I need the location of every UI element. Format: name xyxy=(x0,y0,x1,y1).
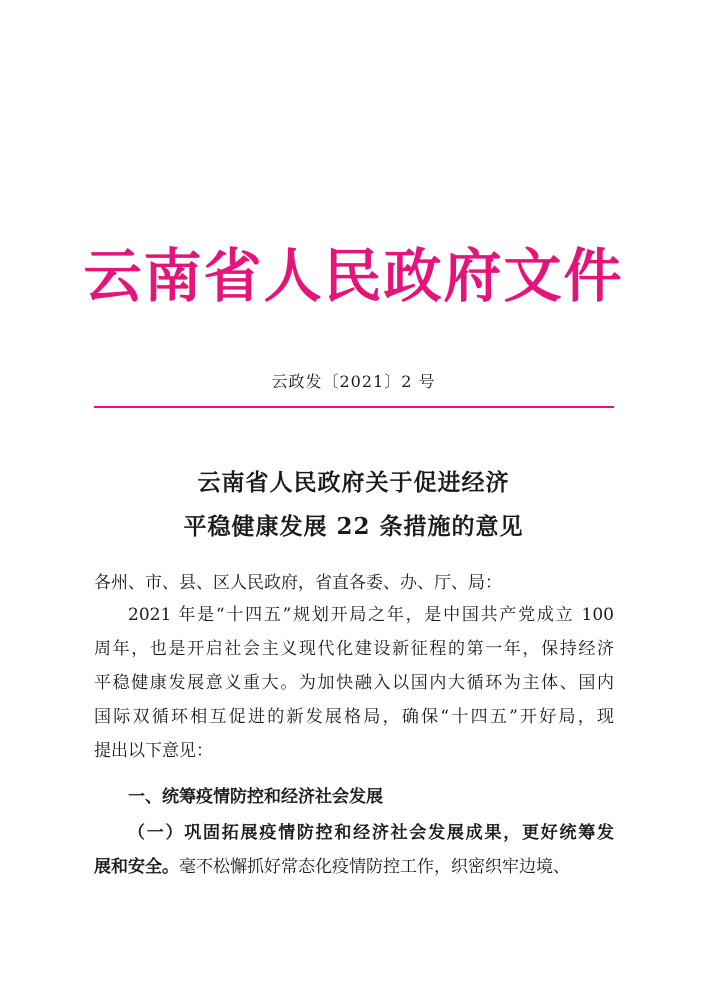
section-1-heading: 一、统筹疫情防控和经济社会发展 xyxy=(128,787,383,807)
intro-line-4: 国际双循环相互促进的新发展格局，确保“十四五”开好局，现 xyxy=(94,707,614,727)
masthead-title: 云南省人民政府文件 xyxy=(83,242,624,310)
item-1-line-2-bold: 展和安全。 xyxy=(94,857,179,877)
document-title-line-1: 云南省人民政府关于促进经济 xyxy=(197,469,510,496)
intro-line-2: 周年，也是开启社会主义现代化建设新征程的第一年，保持经济 xyxy=(94,639,614,659)
salutation: 各州、市、县、区人民政府，省直各委、办、厅、局： xyxy=(94,573,502,593)
item-1-line-2 xyxy=(94,854,614,880)
red-divider-rule xyxy=(94,406,614,408)
item-1-line-2-rest: 毫不松懈抓好常态化疫情防控工作，织密织牢边境、 xyxy=(179,857,570,877)
document-number: 云政发〔2021〕2 号 xyxy=(271,372,436,391)
intro-line-3: 平稳健康发展意义重大。为加快融入以国内大循环为主体、国内 xyxy=(94,673,614,693)
intro-line-1: 2021 年是“十四五”规划开局之年，是中国共产党成立 100 xyxy=(128,605,614,625)
document-title-line-2: 平稳健康发展 22 条措施的意见 xyxy=(183,513,524,540)
item-1-lead: （一）巩固拓展疫情防控和经济社会发展成果，更好统筹发 xyxy=(128,823,614,843)
intro-line-5: 提出以下意见： xyxy=(94,741,213,761)
